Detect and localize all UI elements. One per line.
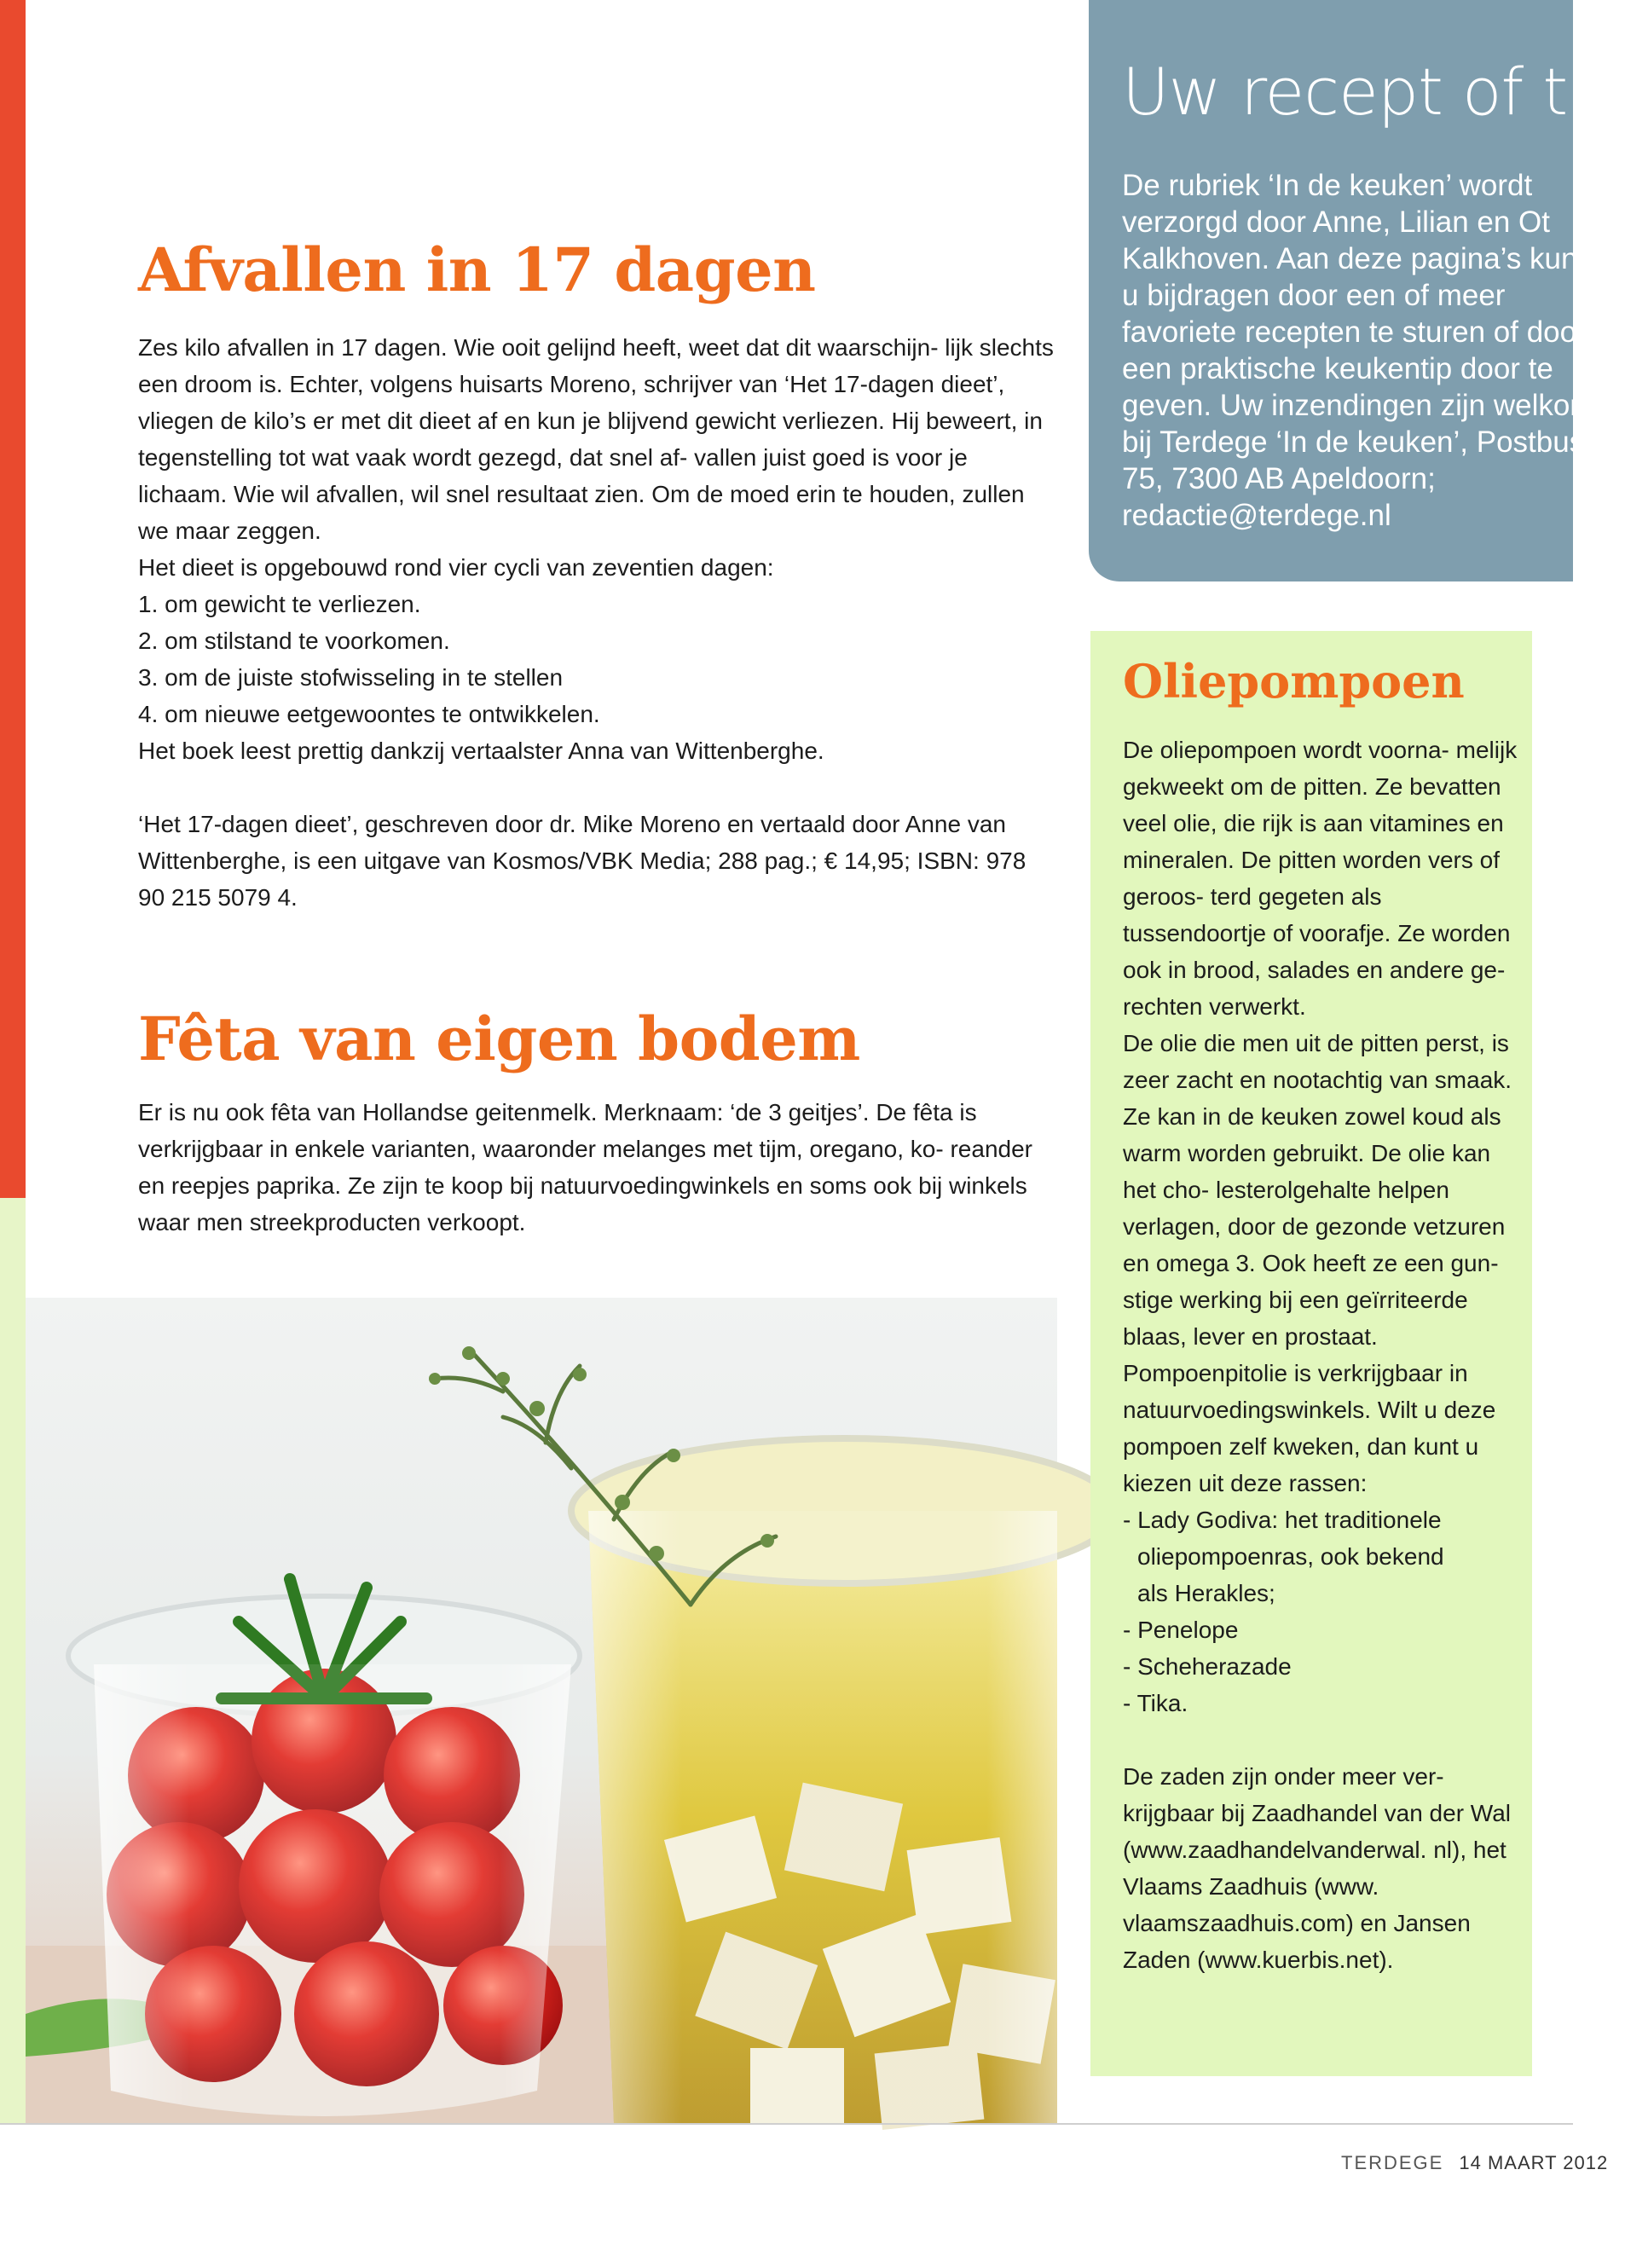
variety-item-continued: als Herakles; [1137, 1580, 1275, 1606]
book-info: ‘Het 17-dagen dieet’, geschreven door dr. Mike Moreno en vertaald door Anne van Wittenberghe, is een uitgave van Kosmos/VBK Media; 288 pag.; € 14,95; ISBN: 978 90 215 5079 4. [138, 811, 1026, 911]
article2-title: Fêta van eigen bodem [138, 1004, 860, 1074]
oliepompoen-title: Oliepompoen [1123, 654, 1465, 709]
issue-date: 14 MAART 2012 [1459, 2152, 1609, 2173]
edge-green-strip [0, 1198, 26, 2123]
feta-jar [571, 1438, 1117, 2130]
recipe-tip-title: Uw recept of tip [1122, 54, 1625, 130]
cycle-item: 4. om nieuwe eetgewoontes te ontwikkelen. [138, 701, 600, 727]
magazine-name: TERDEGE [1341, 2152, 1444, 2173]
recipe-tip-text: De rubriek ‘In de keuken’ wordt verzorgd door Anne, Lilian en Ot Kalkhoven. Aan deze pagina’s kunt u bijdragen door een of meer favoriete recepten te sturen of door een praktische keukentip door te geven. Uw inzendingen zijn welkom bij Terdege ‘In de keuken’, Postbus 75, 7300 AB Apeldoorn; redactie@terdege.nl [1122, 169, 1595, 532]
variety-item-continued: oliepompoenras, ook bekend [1137, 1543, 1444, 1570]
oliepompoen-p4: De zaden zijn onder meer ver- krijgbaar bij Zaadhandel van der Wal (www.zaadhandelvanderwal. nl), het Vlaams Zaadhuis (www. vlaamszaadhuis.com) en Jansen Zaden (www.kuerbis.net). [1123, 1763, 1511, 1973]
article1-intro: Zes kilo afvallen in 17 dagen. Wie ooit gelijnd heeft, weet dat dit waarschijn- lijk slechts een droom is. Echter, volgens huisarts Moreno, schrijver van ‘Het 17-dagen dieet’, vliegen de kilo’s er met dit dieet af en kun je blijvend gewicht verliezen. Hij beweert, in tegenstelling tot wat vaak wordt gezegd, dat snel af- vallen juist goed is voor je lichaam. Wie wil afvallen, wil snel resultaat zien. Om de moed erin te houden, zullen we maar zeggen. [138, 334, 1054, 544]
recipe-tip-box [1089, 0, 1625, 581]
oliepompoen-p1: De oliepompoen wordt voorna- melijk gekweekt om de pitten. Ze bevatten veel olie, die rijk is aan vitamines en mineralen. De pitten worden vers of geroos- terd gegeten als tussendoortje of voorafje. Ze worden ook in brood, salades en andere ge- rechten verwerkt. [1123, 737, 1518, 1020]
feta-jars-illustration [26, 1298, 1057, 2123]
feta-jars-photo [26, 1298, 1057, 2123]
oliepompoen-p2: De olie die men uit de pitten perst, is zeer zacht en nootachtig van smaak. Ze kan in de keuken zowel koud als warm worden gebruikt. De olie kan het cho- lesterolgehalte helpen verlagen, door de gezonde vetzuren en omega 3. Ook heeft ze een gun- stige werking bij een geïrriteerde blaas, lever en prostaat. [1123, 1030, 1512, 1350]
article2-body [138, 1094, 1055, 1241]
cycle-item: 2. om stilstand te voorkomen. [138, 628, 450, 654]
oliepompoen-box [1090, 631, 1532, 2076]
variety-item: - Lady Godiva: het traditionele [1123, 1507, 1442, 1533]
edge-photo-strip [0, 0, 26, 1198]
variety-item: - Scheherazade [1123, 1653, 1292, 1680]
oliepompoen-body [1123, 732, 1522, 1978]
cycle-item: 3. om de juiste stofwisseling in te stellen [138, 664, 564, 691]
footer-divider [0, 2123, 1573, 2125]
variety-item: - Tika. [1123, 1690, 1188, 1716]
page-footer [1341, 2152, 1608, 2174]
article1-cycles-intro: Het dieet is opgebouwd rond vier cycli van zeventien dagen: [138, 554, 774, 581]
article2-text: Er is nu ook fêta van Hollandse geitenmelk. Merknaam: ‘de 3 geitjes’. De fêta is verkrijgbaar in enkele varianten, waaronder melanges met tijm, oregano, ko- reander en reepjes paprika. Ze zijn te koop bij natuurvoedingwinkels en soms ook bij winkels waar men streekproducten verkoopt. [138, 1099, 1032, 1235]
article1-title: Afvallen in 17 dagen [138, 234, 816, 305]
tomato-jar [68, 1579, 580, 2116]
article1-closing: Het boek leest prettig dankzij vertaalster Anna van Wittenberghe. [138, 738, 824, 764]
oliepompoen-p3: Pompoenpitolie is verkrijgbaar in natuurvoedingswinkels. Wilt u deze pompoen zelf kweken, dan kunt u kiezen uit deze rassen: [1123, 1360, 1496, 1496]
article1-body [138, 329, 1055, 916]
cycle-item: 1. om gewicht te verliezen. [138, 591, 421, 617]
variety-item: - Penelope [1123, 1617, 1239, 1643]
